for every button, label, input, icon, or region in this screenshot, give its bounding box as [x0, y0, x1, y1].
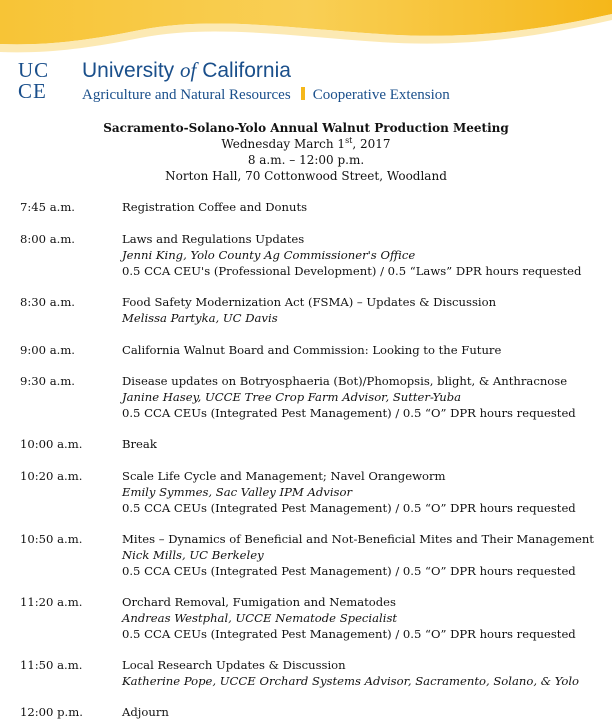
agenda-title: Break: [122, 437, 157, 451]
ucce-logo-top: UC: [18, 58, 50, 82]
agenda-body: [122, 231, 608, 279]
agenda-speaker: Melissa Partyka, UC Davis: [122, 311, 278, 325]
agenda-credit: 0.5 CCA CEUs (Integrated Pest Management) / 0.5 “O” DPR hours requested: [122, 564, 576, 578]
agenda-title: Orchard Removal, Fumigation and Nematodes: [122, 595, 396, 609]
agenda-body: [122, 436, 608, 452]
agenda-time: 11:50 a.m.: [20, 658, 83, 672]
agenda-body: [122, 594, 608, 642]
agenda-time: 11:20 a.m.: [20, 595, 83, 609]
agenda-item: [0, 468, 612, 516]
agenda-credit: 0.5 CCA CEUs (Integrated Pest Management) / 0.5 “O” DPR hours requested: [122, 627, 576, 641]
agenda-title: California Walnut Board and Commission: Looking to the Future: [122, 343, 502, 357]
extension-name: Cooperative Extension: [312, 87, 450, 103]
university-name-suffix: California: [196, 59, 291, 82]
agenda-item: [0, 294, 612, 326]
agenda-time: 10:50 a.m.: [20, 532, 83, 546]
event-title: Sacramento-Solano-Yolo Annual Walnut Production Meeting: [103, 121, 509, 135]
agenda-title: Scale Life Cycle and Management; Navel Orangeworm: [122, 469, 446, 483]
agenda-speaker: Emily Symmes, Sac Valley IPM Advisor: [122, 485, 352, 499]
event-date-prefix: Wednesday March 1: [221, 137, 346, 151]
uc-anr-logo-header: [18, 60, 598, 108]
agenda-item: [0, 342, 612, 358]
agenda-item: [0, 531, 612, 579]
agenda-time: 10:20 a.m.: [20, 469, 83, 483]
header-wave-banner: [0, 0, 612, 62]
event-time: 8 a.m. – 12:00 p.m.: [247, 153, 365, 167]
divider-bar: [301, 87, 305, 100]
agenda-body: [122, 199, 608, 215]
agenda-title: Laws and Regulations Updates: [122, 232, 305, 246]
agenda-body: [122, 657, 608, 689]
agenda-item: [0, 657, 612, 689]
ucce-logo-bottom: CE: [18, 79, 47, 103]
agenda-item: [0, 704, 612, 720]
agenda-time: 12:00 p.m.: [20, 705, 83, 719]
division-line: [82, 87, 450, 104]
agenda-title: Adjourn: [122, 705, 169, 719]
event-date: [0, 136, 612, 152]
agenda-body: [122, 373, 608, 421]
agenda-time: 9:00 a.m.: [20, 343, 75, 357]
university-name-prefix: University: [82, 59, 181, 82]
agenda-title: Mites – Dynamics of Beneficial and Not-Beneficial Mites and Their Management: [122, 532, 594, 546]
agenda-speaker: Jenni King, Yolo County Ag Commissioner's Office: [122, 248, 416, 262]
agenda-time: 10:00 a.m.: [20, 437, 83, 451]
agenda-time: 7:45 a.m.: [20, 200, 75, 214]
agenda-time: 8:00 a.m.: [20, 232, 75, 246]
agenda-item: [0, 436, 612, 452]
agenda-credit: 0.5 CCA CEU's (Professional Development) / 0.5 “Laws” DPR hours requested: [122, 264, 582, 278]
agenda-body: [122, 294, 608, 326]
agenda-body: [122, 468, 608, 516]
agenda-speaker: Nick Mills, UC Berkeley: [122, 548, 264, 562]
university-name-of: of: [180, 58, 197, 82]
agenda-list: [0, 199, 612, 720]
agenda-item: [0, 231, 612, 279]
agenda-speaker: Andreas Westphal, UCCE Nematode Specialist: [122, 611, 398, 625]
event-location: Norton Hall, 70 Cottonwood Street, Woodland: [165, 169, 447, 183]
agenda-credit: 0.5 CCA CEUs (Integrated Pest Management) / 0.5 “O” DPR hours requested: [122, 501, 576, 515]
agenda-item: [0, 199, 612, 215]
agenda-time: 8:30 a.m.: [20, 295, 75, 309]
agenda-time: 9:30 a.m.: [20, 374, 75, 388]
agenda-speaker: Janine Hasey, UCCE Tree Crop Farm Advisor, Sutter-Yuba: [122, 390, 462, 404]
agenda-title: Disease updates on Botryosphaeria (Bot)/Phomopsis, blight, & Anthracnose: [122, 374, 568, 388]
agenda-body: [122, 704, 608, 720]
agenda-speaker: Katherine Pope, UCCE Orchard Systems Advisor, Sacramento, Solano, & Yolo: [122, 674, 580, 688]
agenda-title: Food Safety Modernization Act (FSMA) – Updates & Discussion: [122, 295, 497, 309]
event-date-suffix: , 2017: [352, 137, 391, 151]
agenda-item: [0, 594, 612, 642]
event-title-block: [0, 120, 612, 184]
agenda-body: [122, 531, 608, 579]
agenda-body: [122, 342, 608, 358]
ucce-logo: [18, 60, 62, 102]
agenda-title: Local Research Updates & Discussion: [122, 658, 346, 672]
agenda-item: [0, 373, 612, 421]
university-name: [82, 58, 291, 83]
agenda-title: Registration Coffee and Donuts: [122, 200, 308, 214]
division-name: Agriculture and Natural Resources: [82, 87, 291, 103]
event-date-sup: st: [345, 136, 353, 145]
agenda-credit: 0.5 CCA CEUs (Integrated Pest Management) / 0.5 “O” DPR hours requested: [122, 406, 576, 420]
